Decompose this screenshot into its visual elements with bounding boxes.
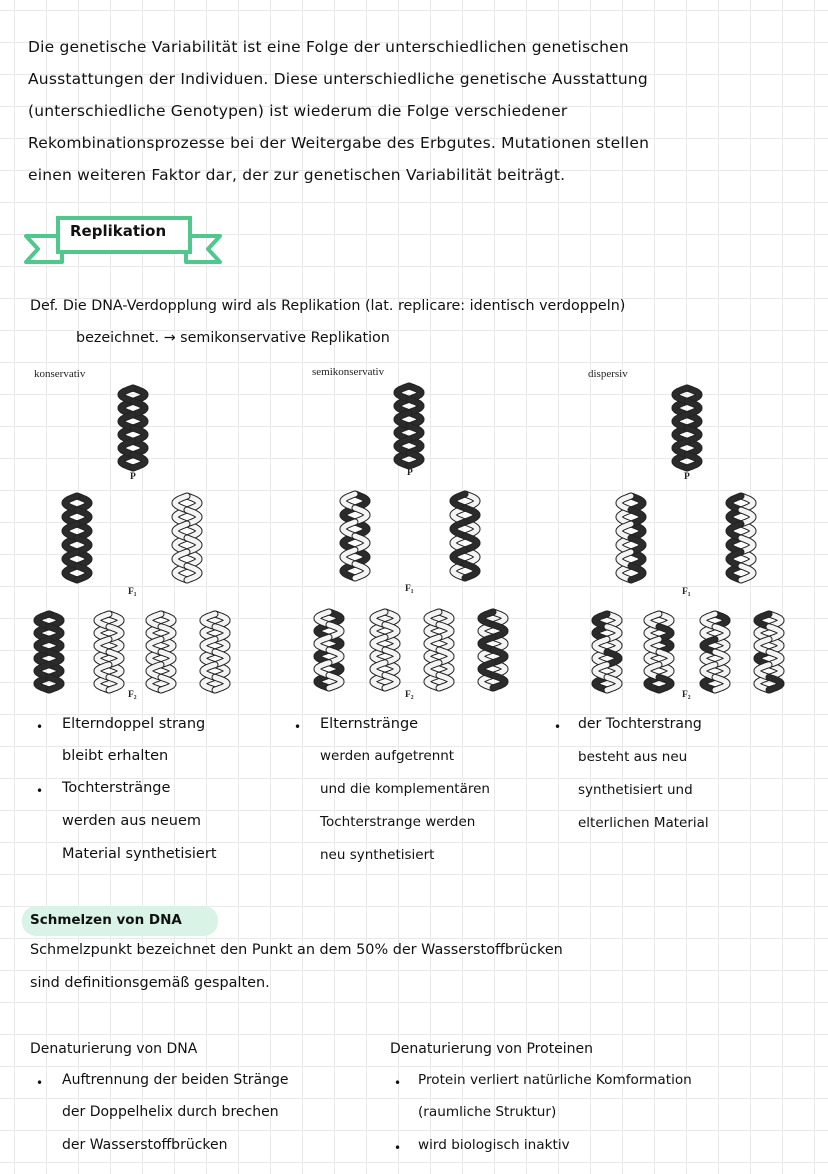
intro-line-2: Ausstattungen der Individuen. Diese unterschiedliche genetische Ausstattung [28, 70, 648, 88]
helix-dispersiv-p [670, 388, 704, 468]
new-strand-segment [439, 675, 451, 688]
model-label-konservativ: konservativ [34, 368, 86, 380]
new-strand-segment [329, 675, 341, 688]
replikation-heading: Replikation [70, 222, 167, 240]
helix-semikonservativ-f2-2 [368, 612, 402, 688]
helix-dispersiv-f1-2 [724, 496, 758, 580]
new-strand-segment [215, 677, 227, 690]
intro-line-5: einen weiteren Faktor dar, der zur genetischen Variabilität beiträgt. [28, 166, 566, 184]
denaturierung-dna-line-1: Auftrennung der beiden Stränge [62, 1072, 289, 1088]
gen-label-p: P [407, 468, 413, 478]
denaturierung-dna-heading: Denaturierung von DNA [30, 1041, 198, 1057]
denaturierung-protein-line-1: Protein verliert natürliche Komformation [418, 1072, 692, 1088]
bullet: • [36, 1076, 44, 1090]
old-strand-segment [77, 566, 89, 580]
model-label-dispersiv: dispersiv [588, 368, 628, 380]
bullet: • [394, 1141, 402, 1155]
konservativ-line-3: Tochterstränge [62, 780, 171, 796]
schmelzen-line-1: Schmelzpunkt bezeichnet den Punkt an dem 50% der Wasserstoffbrücken [30, 942, 563, 958]
helix-dispersiv-f2-3 [698, 614, 732, 690]
dispersiv-line-4: elterlichen Material [578, 815, 709, 831]
old-strand-segment [493, 675, 505, 688]
dispersiv-line-2: besteht aus neu [578, 749, 688, 765]
helix-konservativ-f2-1 [32, 614, 66, 690]
old-strand-segment [49, 677, 61, 690]
new-strand-segment [715, 677, 727, 690]
bullet: • [554, 720, 562, 734]
definition-line-1: Def. Die DNA-Verdopplung wird als Replikation (lat. replicare: identisch verdoppeln) [30, 298, 626, 314]
helix-semikonservativ-f2-4 [476, 612, 510, 688]
old-strand-segment [133, 455, 145, 468]
gen-label-f2: F₂ [682, 690, 691, 700]
helix-dispersiv-f2-2 [642, 614, 676, 690]
semikonservativ-line-3: und die komplementären [320, 781, 490, 797]
new-strand-segment [607, 677, 619, 690]
helix-konservativ-p [116, 388, 150, 468]
helix-konservativ-f2-3 [144, 614, 178, 690]
denaturierung-protein-line-2: (raumliche Struktur) [418, 1104, 557, 1120]
semikonservativ-line-1: Elternstränge [320, 716, 419, 732]
old-strand-segment [687, 455, 699, 468]
helix-dispersiv-f2-4 [752, 614, 786, 690]
new-strand-segment [161, 677, 173, 690]
helix-dispersiv-f2-1 [590, 614, 624, 690]
helix-semikonservativ-f2-1 [312, 612, 346, 688]
helix-semikonservativ-f1-1 [338, 494, 372, 578]
definition-line-2: bezeichnet. → semikonservative Replikation [76, 330, 390, 346]
bullet: • [36, 720, 44, 734]
intro-line-3: (unterschiedliche Genotypen) ist wiederum die Folge verschiedener [28, 102, 568, 120]
helix-konservativ-f2-4 [198, 614, 232, 690]
helix-konservativ-f1-parent [60, 496, 94, 580]
intro-line-4: Rekombinationsprozesse bei der Weitergabe des Erbgutes. Mutationen stellen [28, 134, 650, 152]
new-strand-segment [355, 564, 367, 578]
dispersiv-line-1: der Tochterstrang [578, 716, 702, 732]
dispersiv-line-3: synthetisiert und [578, 782, 693, 798]
konservativ-line-1: Elterndoppel strang [62, 716, 206, 732]
gen-label-f2: F₂ [405, 690, 414, 700]
semikonservativ-line-2: werden aufgetrennt [320, 748, 455, 764]
denaturierung-protein-heading: Denaturierung von Proteinen [390, 1041, 594, 1057]
gen-label-f1: F₁ [405, 584, 414, 594]
konservativ-line-2: bleibt erhalten [62, 748, 169, 764]
new-strand-segment [187, 566, 199, 580]
new-strand-segment [109, 677, 121, 690]
gen-label-f1: F₁ [128, 587, 137, 597]
gen-label-f1: F₁ [682, 587, 691, 597]
semikonservativ-line-5: neu synthetisiert [320, 847, 435, 863]
old-strand-segment [769, 677, 781, 690]
schmelzen-line-2: sind definitionsgemäß gespalten. [30, 975, 270, 991]
denaturierung-protein-line-3: wird biologisch inaktiv [418, 1137, 570, 1153]
helix-semikonservativ-f2-3 [422, 612, 456, 688]
replikation-banner [24, 212, 224, 268]
helix-konservativ-f1-new [170, 496, 204, 580]
gen-label-p: P [684, 472, 690, 482]
old-strand-segment [465, 564, 477, 578]
konservativ-line-4: werden aus neuem [62, 813, 201, 829]
bullet: • [294, 720, 302, 734]
helix-dispersiv-f1-1 [614, 496, 648, 580]
schmelzen-heading: Schmelzen von DNA [30, 912, 182, 928]
old-strand-segment [409, 453, 421, 466]
denaturierung-dna-line-3: der Wasserstoffbrücken [62, 1137, 228, 1153]
gen-label-p: P [130, 472, 136, 482]
intro-line-1: Die genetische Variabilität ist eine Folge der unterschiedlichen genetischen [28, 38, 629, 56]
bullet: • [36, 784, 44, 798]
old-strand-segment [631, 566, 643, 580]
bullet: • [394, 1076, 402, 1090]
konservativ-line-5: Material synthetisiert [62, 846, 217, 862]
helix-konservativ-f2-2 [92, 614, 126, 690]
new-strand-segment [741, 566, 753, 580]
gen-label-f2: F₂ [128, 690, 137, 700]
semikonservativ-line-4: Tochterstrange werden [320, 814, 476, 830]
helix-semikonservativ-f1-2 [448, 494, 482, 578]
helix-semikonservativ-p [392, 386, 426, 466]
old-strand-segment [659, 677, 671, 690]
model-label-semikonservativ: semikonservativ [312, 366, 385, 378]
new-strand-segment [385, 675, 397, 688]
denaturierung-dna-line-2: der Doppelhelix durch brechen [62, 1104, 279, 1120]
